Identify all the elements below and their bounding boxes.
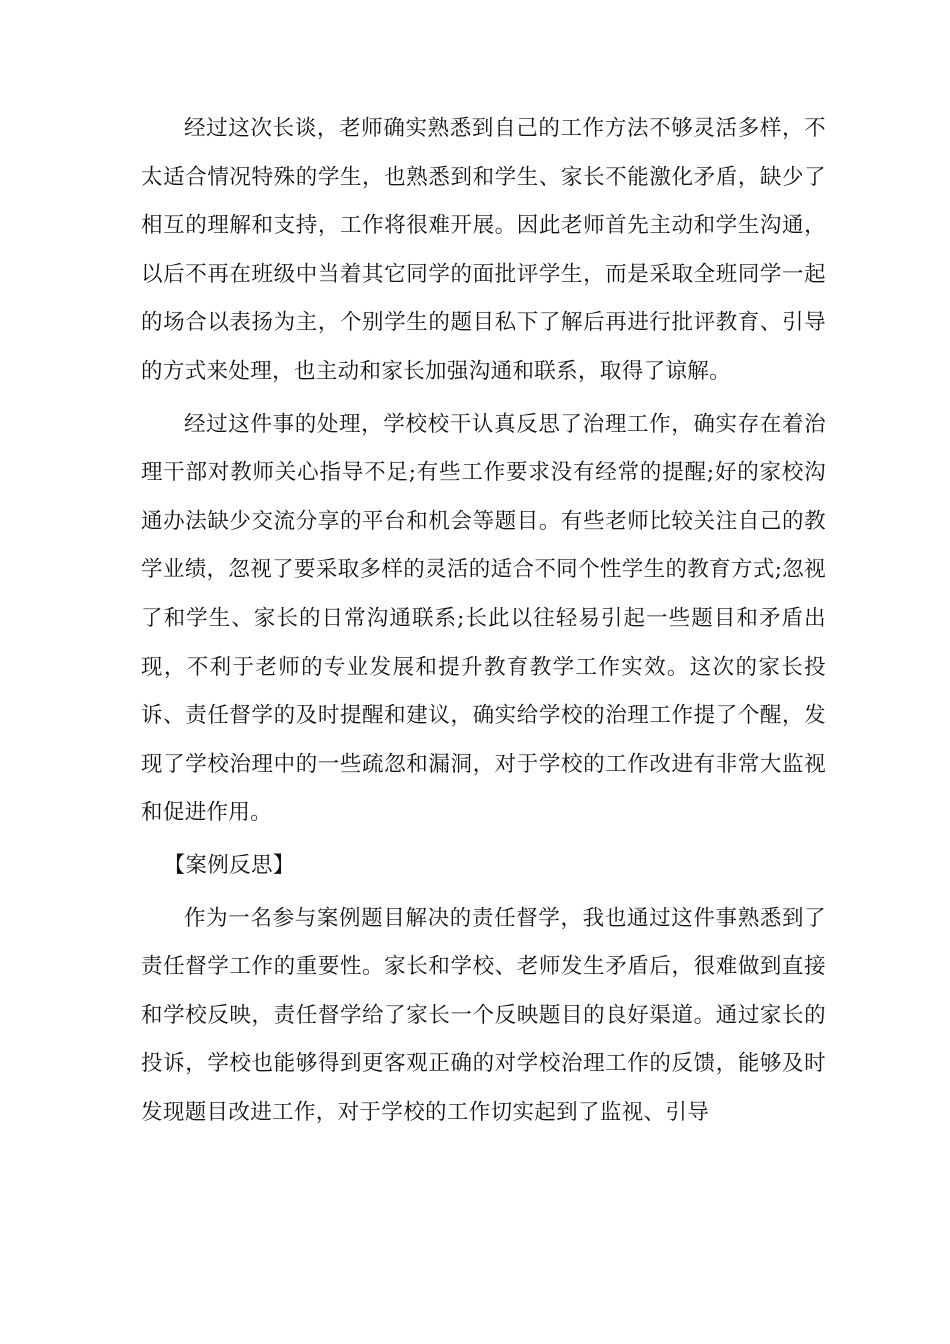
paragraph-school-reflection: 经过这件事的处理，学校校干认真反思了治理工作，确实存在着治理干部对教师关心指导不足;有些工作要求没有经常的提醒;好的家校沟通办法缺少交流分享的平台和机会等题目。有些老师比较关注自己的教学业绩，忽视了要采取多样的灵活的适合不同个性学生的教育方式;忽视了和学生、家长的日常沟通联系;长此以往轻易引起一些题目和矛盾出现，不利于老师的专业发展和提升教育教学工作实效。这次的家长投诉、责任督学的及时提醒和建议，确实给学校的治理工作提了个醒，发现了学校治理中的一些疏忽和漏洞，对于学校的工作改进有非常大监视和促进作用。 xyxy=(141,411,826,826)
section-heading: 【案例反思】 xyxy=(163,852,295,878)
paragraph-case-reflection: 作为一名参与案例题目解决的责任督学，我也通过这件事熟悉到了责任督学工作的重要性。家长和学校、老师发生矛盾后，很难做到直接和学校反映，责任督学给了家长一个反映题目的良好渠道。通过家长的投诉，学校也能够得到更客观正确的对学校治理工作的反馈，能够及时发现题目改进工作，对于学校的工作切实起到了监视、引导 xyxy=(141,905,826,1125)
paragraph-teacher-reflection: 经过这次长谈，老师确实熟悉到自己的工作方法不够灵活多样，不太适合情况特殊的学生，也熟悉到和学生、家长不能激化矛盾，缺少了相互的理解和支持，工作将很难开展。因此老师首先主动和学生沟通，以后不再在班级中当着其它同学的面批评学生，而是采取全班同学一起的场合以表扬为主，个别学生的题目私下了解后再进行批评教育、引导的方式来处理，也主动和家长加强沟通和联系，取得了谅解。 xyxy=(141,116,826,384)
document-body xyxy=(141,105,826,1137)
